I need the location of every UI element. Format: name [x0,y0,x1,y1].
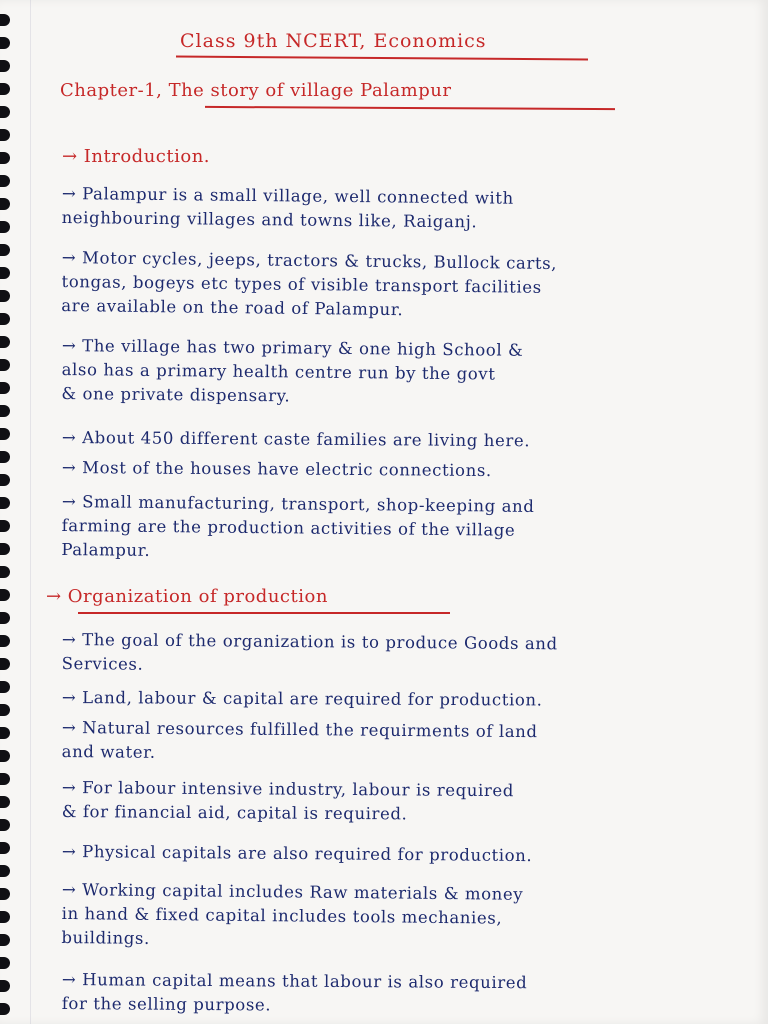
binding-hole [0,221,10,233]
binding-hole [0,382,10,394]
binding-hole [0,934,10,946]
note-line: also has a primary health centre run by the govt [61,359,496,384]
note-item [62,968,528,1019]
note-line: → The goal of the organization is to produce Goods and [61,629,558,654]
note-line: → About 450 different caste families are living here. [61,427,531,451]
binding-hole [0,750,10,762]
note-line: → Working capital includes Raw materials & money [61,879,524,904]
note-item [62,686,543,713]
binding-hole [0,474,10,486]
note-line: → Motor cycles, jeeps, tractors & trucks, Bullock carts, [61,247,558,274]
note-item [62,776,514,827]
binding-hole [0,681,10,693]
binding-hole [0,888,10,900]
note-item [62,716,538,768]
binding-hole [0,911,10,923]
chapter-heading: Chapter-1, The story of village Palampur [60,80,452,101]
note-line: → Most of the houses have electric connections. [61,457,492,481]
binding-hole [0,543,10,555]
note-line: & one private dispensary. [61,383,291,406]
note-line: Services. [61,653,144,674]
note-item [62,840,533,868]
binding-hole [0,589,10,601]
binding-hole [0,336,10,348]
binding-hole [0,198,10,210]
binding-hole [0,566,10,578]
binding-hole [0,520,10,532]
note-line: → Natural resources fulfilled the requirments of land [61,717,538,742]
binding-hole [0,14,10,26]
binding-hole [0,359,10,371]
section-underline [78,612,450,614]
binding-hole [0,819,10,831]
note-line: in hand & fixed capital includes tools mechanies, [61,903,503,928]
note-line: for the selling purpose. [61,993,272,1015]
note-item [62,628,558,680]
section-heading-introduction: → Introduction. [62,146,211,167]
binding-hole [0,267,10,279]
binding-hole [0,451,10,463]
note-line: buildings. [61,927,150,948]
note-item [61,334,523,411]
note-line: & for financial aid, capital is required. [61,801,408,824]
note-line: → Physical capitals are also required for production. [61,841,533,866]
binding-hole [0,37,10,49]
binding-hole [0,290,10,302]
margin-line [30,0,31,1024]
binding-hole [0,497,10,509]
binding-hole [0,106,10,118]
binding-hole [0,635,10,647]
note-item [61,246,557,324]
binding-hole [0,727,10,739]
binding-hole [0,612,10,624]
note-line: tongas, bogeys etc types of visible transport facilities [61,271,542,297]
page-title: Class 9th NCERT, Economics [180,30,487,52]
binding-hole [0,83,10,95]
note-line: → Small manufacturing, transport, shop-keeping and [61,491,535,516]
note-item [62,456,492,483]
note-line: → Palampur is a small village, well connected with [61,183,514,208]
binding-hole [0,957,10,969]
note-line: and water. [61,741,156,762]
binding-hole [0,313,10,325]
binding-hole [0,704,10,716]
binding-hole [0,842,10,854]
binding-hole [0,152,10,164]
note-line: are available on the road of Palampur. [61,295,404,320]
binding-hole [0,405,10,417]
binding-hole [0,1003,10,1015]
note-item [61,182,513,235]
spiral-holes [0,0,14,1024]
note-line: Palampur. [61,539,151,560]
title-underline [176,56,588,60]
note-item [61,878,523,955]
binding-hole [0,773,10,785]
binding-hole [0,865,10,877]
binding-hole [0,60,10,72]
binding-hole [0,428,10,440]
note-line: → For labour intensive industry, labour is required [61,777,515,801]
note-item [61,490,534,567]
note-item [62,426,530,453]
note-line: → Human capital means that labour is also required [61,969,528,993]
note-line: → Land, labour & capital are required for production. [61,688,543,710]
binding-hole [0,129,10,141]
binding-hole [0,796,10,808]
note-line: farming are the production activities of the village [61,515,516,540]
note-line: → The village has two primary & one high School & [61,335,524,360]
chapter-underline [205,106,615,110]
binding-hole [0,980,10,992]
binding-hole [0,658,10,670]
note-line: neighbouring villages and towns like, Raiganj. [61,207,478,232]
binding-hole [0,175,10,187]
binding-hole [0,244,10,256]
section-heading-organization: → Organization of production [46,586,328,607]
